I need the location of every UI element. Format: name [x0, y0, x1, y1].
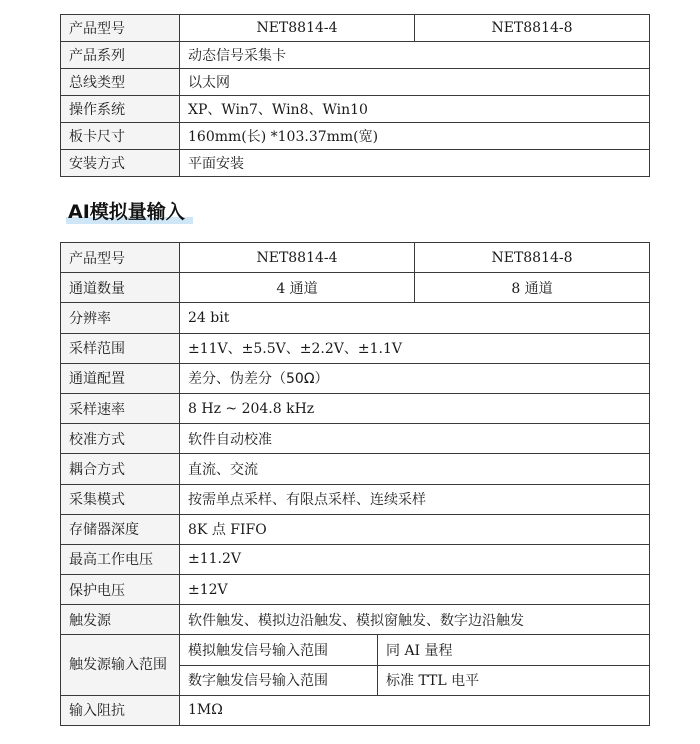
table-row — [61, 484, 650, 514]
table-row — [61, 605, 650, 635]
row-label: 触发源输入范围 — [61, 635, 180, 695]
row-value: 160mm(长) *103.37mm(宽) — [180, 123, 650, 150]
product-spec-table — [60, 14, 650, 177]
table-row — [61, 424, 650, 454]
model-a-channels: 4 通道 — [180, 273, 415, 303]
row-value: 8K 点 FIFO — [180, 514, 650, 544]
model-a: NET8814-4 — [180, 15, 415, 42]
row-value: ±11V、±5.5V、±2.2V、±1.1V — [180, 333, 650, 363]
row-label: 触发源 — [61, 605, 180, 635]
row-label: 产品型号 — [61, 243, 180, 273]
row-label: 安装方式 — [61, 150, 180, 177]
table-row — [61, 243, 650, 273]
model-b: NET8814-8 — [415, 243, 650, 273]
row-value: 按需单点采样、有限点采样、连续采样 — [180, 484, 650, 514]
row-label: 产品系列 — [61, 42, 180, 69]
row-label: 板卡尺寸 — [61, 123, 180, 150]
row-value: 1MΩ — [180, 695, 650, 725]
table-row — [61, 575, 650, 605]
digital-trigger-range-name: 数字触发信号输入范围 — [180, 665, 378, 695]
row-label: 采样速率 — [61, 393, 180, 423]
row-value: ±12V — [180, 575, 650, 605]
row-label: 保护电压 — [61, 575, 180, 605]
table-row — [61, 96, 650, 123]
table-row — [61, 514, 650, 544]
row-label: 通道配置 — [61, 363, 180, 393]
row-label: 采集模式 — [61, 484, 180, 514]
row-label: 最高工作电压 — [61, 544, 180, 574]
model-a: NET8814-4 — [180, 243, 415, 273]
ai-input-spec-table — [60, 242, 650, 726]
table-row — [61, 635, 650, 665]
table-row — [61, 454, 650, 484]
row-label: 总线类型 — [61, 69, 180, 96]
table-row — [61, 333, 650, 363]
row-label: 存储器深度 — [61, 514, 180, 544]
row-label: 产品型号 — [61, 15, 180, 42]
row-label: 采样范围 — [61, 333, 180, 363]
row-label: 输入阻抗 — [61, 695, 180, 725]
row-value: 动态信号采集卡 — [180, 42, 650, 69]
row-value: 软件自动校准 — [180, 424, 650, 454]
section-title: AI模拟量输入 — [66, 197, 193, 224]
table-row — [61, 15, 650, 42]
table-row — [61, 273, 650, 303]
row-value: 差分、伪差分（50Ω） — [180, 363, 650, 393]
model-b-channels: 8 通道 — [415, 273, 650, 303]
table-row — [61, 42, 650, 69]
analog-trigger-range-name: 模拟触发信号输入范围 — [180, 635, 378, 665]
row-value: 24 bit — [180, 303, 650, 333]
model-b: NET8814-8 — [415, 15, 650, 42]
table-row — [61, 393, 650, 423]
digital-trigger-range-value: 标准 TTL 电平 — [378, 665, 650, 695]
row-label: 校准方式 — [61, 424, 180, 454]
row-value: 软件触发、模拟边沿触发、模拟窗触发、数字边沿触发 — [180, 605, 650, 635]
table-row — [61, 123, 650, 150]
table-row — [61, 150, 650, 177]
row-value: 平面安装 — [180, 150, 650, 177]
table-row — [61, 303, 650, 333]
row-label: 通道数量 — [61, 273, 180, 303]
row-value: 直流、交流 — [180, 454, 650, 484]
table-row — [61, 544, 650, 574]
table-row — [61, 695, 650, 725]
row-value: XP、Win7、Win8、Win10 — [180, 96, 650, 123]
row-value: 以太网 — [180, 69, 650, 96]
row-value: ±11.2V — [180, 544, 650, 574]
analog-trigger-range-value: 同 AI 量程 — [378, 635, 650, 665]
row-label: 操作系统 — [61, 96, 180, 123]
table-row — [61, 69, 650, 96]
row-label: 分辨率 — [61, 303, 180, 333]
row-value: 8 Hz ~ 204.8 kHz — [180, 393, 650, 423]
table-row — [61, 363, 650, 393]
row-label: 耦合方式 — [61, 454, 180, 484]
